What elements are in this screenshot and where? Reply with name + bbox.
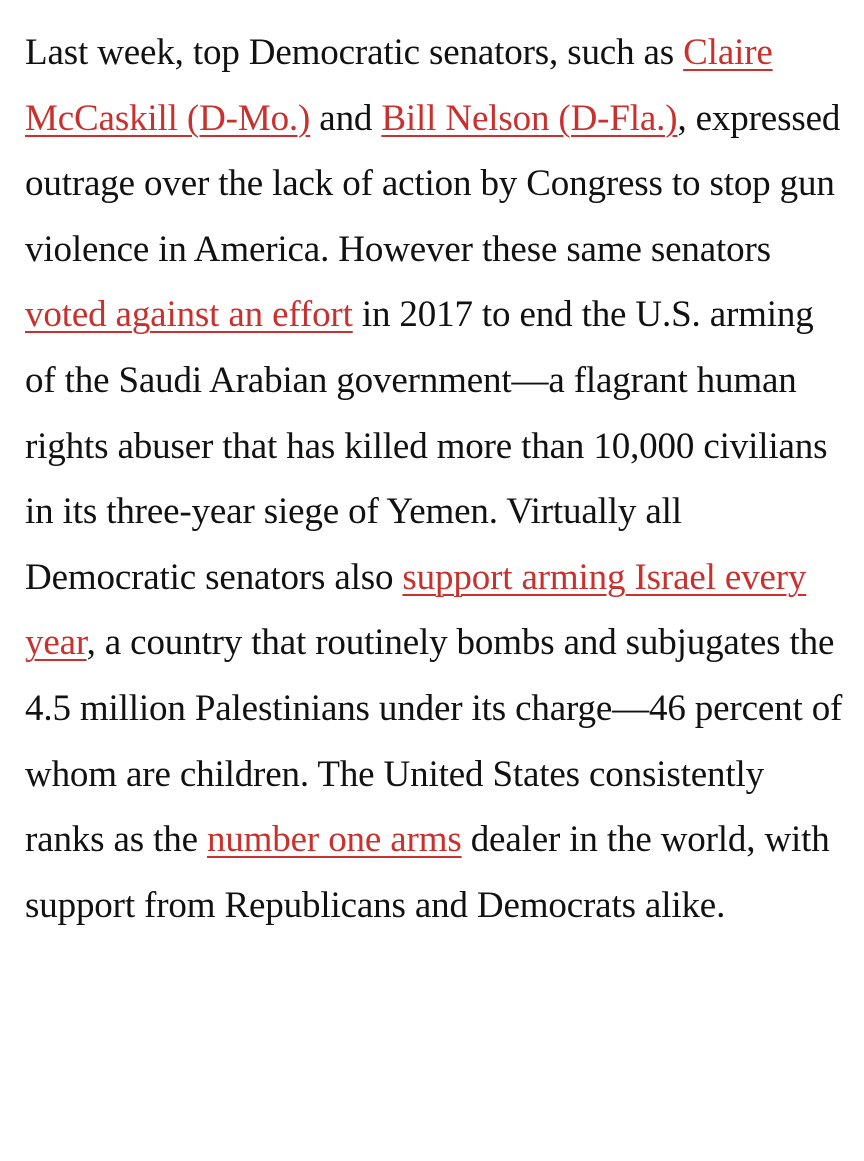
text-run: Last week, top Democratic senators, such as	[25, 32, 684, 73]
link-voted-against-effort[interactable]: voted against an effort	[25, 294, 353, 336]
link-claire-mccaskill[interactable]: Claire McCaskill (D-Mo.)	[25, 32, 773, 139]
link-support-arming-israel[interactable]: support arming Israel every year	[25, 556, 807, 664]
article-paragraph	[25, 20, 848, 938]
text-run: , expressed outrage over the lack of action by Congress to stop gun violence in America. However these same senators	[25, 97, 841, 270]
link-number-one-arms[interactable]: number one arms	[206, 819, 462, 861]
text-run: and	[310, 97, 382, 139]
text-run: , a country that routinely bombs and subjugates the 4.5 million Palestinians under its charge—46 percent of whom are children. The United States consistently ranks as the	[25, 622, 843, 861]
text-run: in 2017 to end the U.S. arming of the Saudi Arabian government—a flagrant human rights abuser that has killed more than 10,000 civilians in its three-year siege of Yemen. Virtually all Democratic senators also	[25, 294, 828, 598]
link-bill-nelson[interactable]: Bill Nelson (D-Fla.)	[381, 97, 678, 139]
text-run: dealer in the world, with support from Republicans and Democrats alike.	[25, 819, 830, 926]
